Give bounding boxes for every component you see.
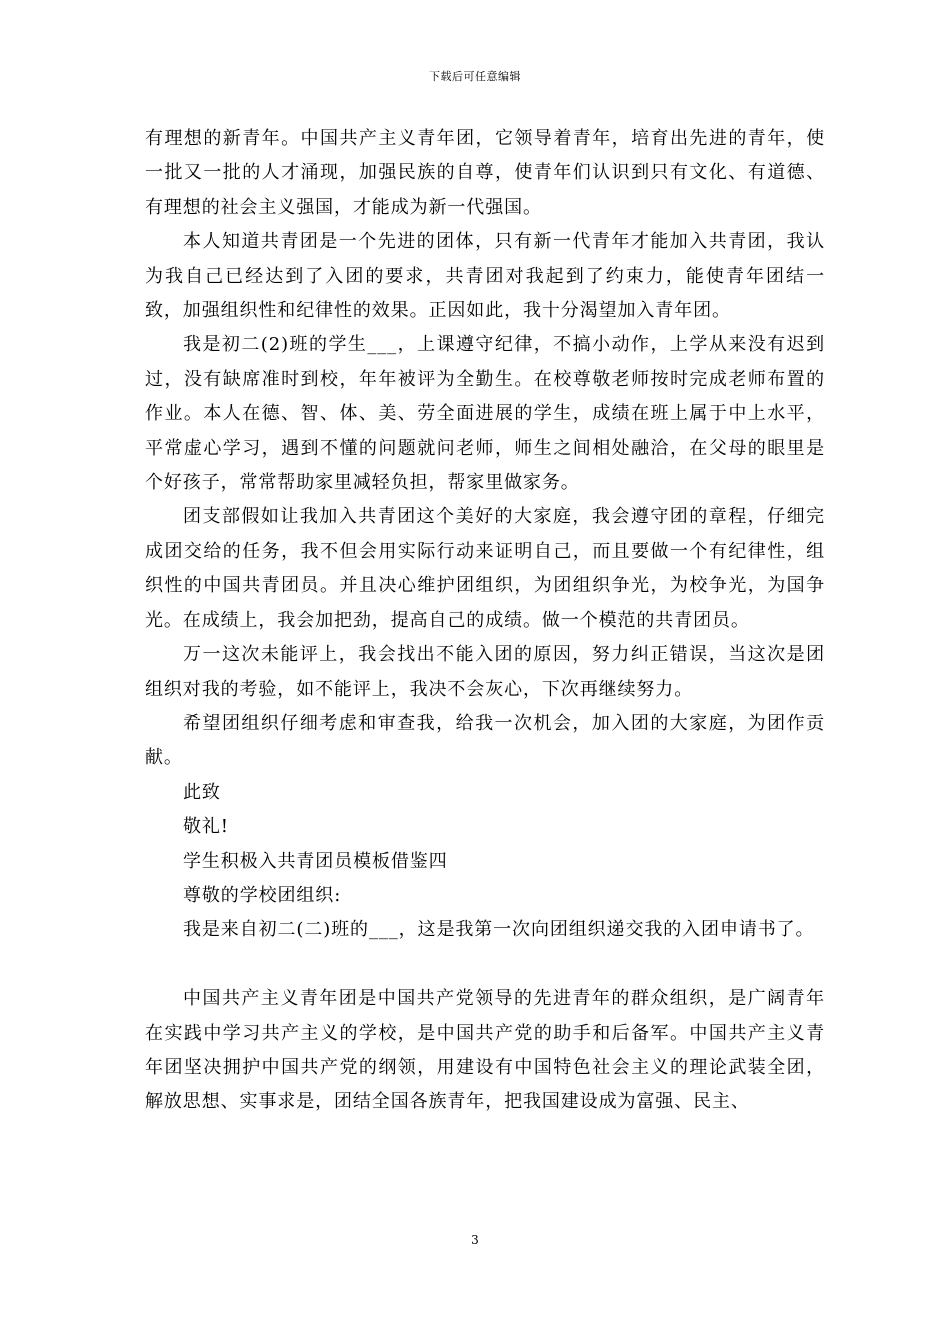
closing-regards: 敬礼! <box>183 816 229 838</box>
paragraph-3: 我是初二(2)班的学生___，上课遵守纪律，不搞小动作，上学从来没有迟到过，没有缺席准时到校，年年被评为全勤生。在校尊敬老师按时完成老师布置的作业。本人在德、智、体、美、劳全面进展的学生，成绩在班上属于中上水平，平常虚心学习，遇到不懂的问题就问老师，师生之间相处融洽，在父母的眼里是个好孩子，常常帮助家里减轻负担，帮家里做家务。 <box>145 334 825 494</box>
paragraph-4: 团支部假如让我加入共青团这个美好的大家庭，我会遵守团的章程，仔细完成团交给的任务，我不但会用实际行动来证明自己，而且要做一个有纪律性，组织性的中国共青团员。并且决心维护团组织，为团组织争光，为校争光，为国争光。在成绩上，我会加把劲，提高自己的成绩。做一个模范的共青团员。 <box>145 506 825 631</box>
document-body <box>145 122 825 1120</box>
section-title: 学生积极入共青团员模板借鉴四 <box>183 850 448 872</box>
closing-salutation: 此致 <box>183 781 221 803</box>
paragraph-6: 希望团组织仔细考虑和审查我，给我一次机会，加入团的大家庭，为团作贡献。 <box>145 712 825 769</box>
letter-greeting: 尊敬的学校团组织: <box>183 884 342 906</box>
paragraph-5: 万一这次未能评上，我会找出不能入团的原因，努力纠正错误，当这次是团组织对我的考验，如不能评上，我决不会灰心，下次再继续努力。 <box>145 644 825 700</box>
paragraph-gap <box>145 948 825 982</box>
paragraph-1: 有理想的新青年。中国共产主义青年团，它领导着青年，培育出先进的青年，使一批又一批的人才涌现，加强民族的自尊，使青年们认识到只有文化、有道德、有理想的社会主义强国，才能成为新一代强国。 <box>145 128 825 218</box>
page-number: 3 <box>471 1233 479 1247</box>
paragraph-2: 本人知道共青团是一个先进的团体，只有新一代青年才能加入共青团，我认为我自己已经达到了入团的要求，共青团对我起到了约束力，能使青年团结一致，加强组织性和纪律性的效果。正因如此，我十分渴望加入青年团。 <box>145 231 825 322</box>
paragraph-7: 中国共产主义青年团是中国共产党领导的先进青年的群众组织，是广阔青年在实践中学习共产主义的学校，是中国共产党的助手和后备军。中国共产主义青年团坚决拥护中国共产党的纲领，用建设有中国特色社会主义的理论武装全团，解放思想、实事求是，团结全国各族青年，把我国建设成为富强、民主、 <box>145 988 825 1113</box>
page-header-note: 下载后可任意编辑 <box>429 70 521 83</box>
letter-intro: 我是来自初二(二)班的___，这是我第一次向团组织递交我的入团申请书了。 <box>183 919 815 941</box>
